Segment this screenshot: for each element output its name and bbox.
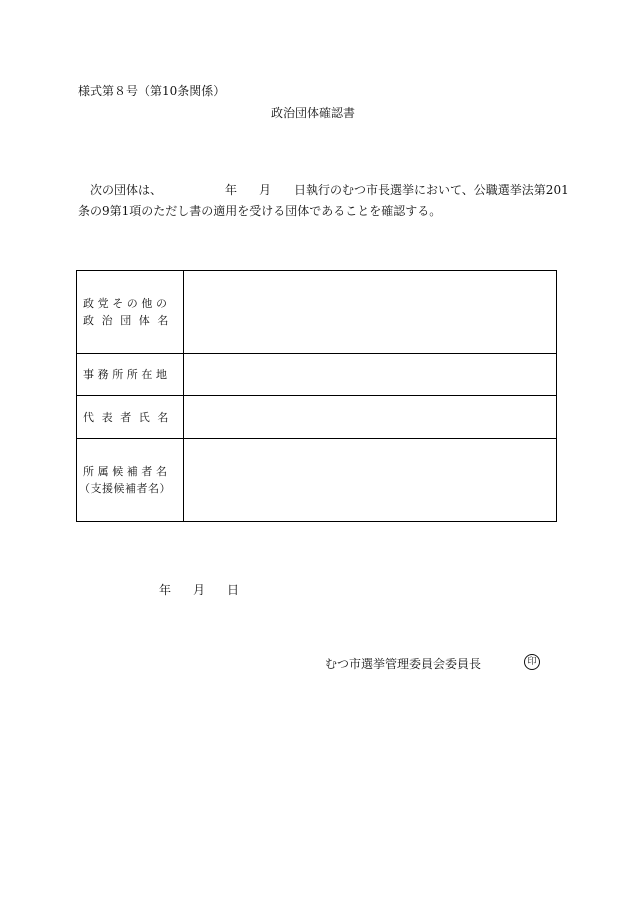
seal-mark-icon: 印 [524, 654, 540, 670]
table-row-organization-name [77, 271, 557, 354]
label-candidate-name [77, 439, 184, 522]
document-title: 政治団体確認書 [271, 106, 356, 120]
issue-month-label: 月 [193, 583, 206, 597]
label-line: 政党その他の [83, 296, 171, 310]
month-label: 月 [259, 183, 272, 197]
confirmation-paragraph-line-2: 条の9第1項のただし書の適用を受ける団体であることを確認する。 [78, 204, 442, 218]
issuer-name: むつ市選挙管理委員会委員長 [325, 657, 482, 671]
table-row-office-address [77, 353, 557, 396]
year-label: 年 [225, 183, 238, 197]
issue-date-line [159, 581, 239, 598]
label-organization-name [77, 271, 184, 354]
form-number: 様式第８号（第10条関係） [78, 84, 226, 98]
issue-day-label: 日 [227, 583, 240, 597]
field-candidate-name[interactable] [184, 439, 557, 522]
field-office-address[interactable] [184, 353, 557, 396]
label-line: 代表者氏名 [83, 410, 176, 424]
label-line: 事務所所在地 [83, 368, 171, 382]
table-row-candidate-name [77, 439, 557, 522]
label-line: （支援候補者名） [79, 482, 171, 496]
label-line: 所属候補者名 [83, 465, 171, 479]
label-line: 政治団体名 [83, 313, 176, 327]
field-organization-name[interactable] [184, 271, 557, 354]
confirmation-paragraph-line-1 [78, 181, 569, 198]
paragraph-prefix: 次の団体は、 [78, 183, 163, 197]
table-row-representative-name [77, 396, 557, 439]
label-representative-name [77, 396, 184, 439]
organization-info-table [76, 270, 557, 522]
label-office-address [77, 353, 184, 396]
issue-year-label: 年 [159, 583, 172, 597]
paragraph-suffix: 日執行のむつ市長選挙において、公職選挙法第201 [294, 183, 569, 197]
field-representative-name[interactable] [184, 396, 557, 439]
